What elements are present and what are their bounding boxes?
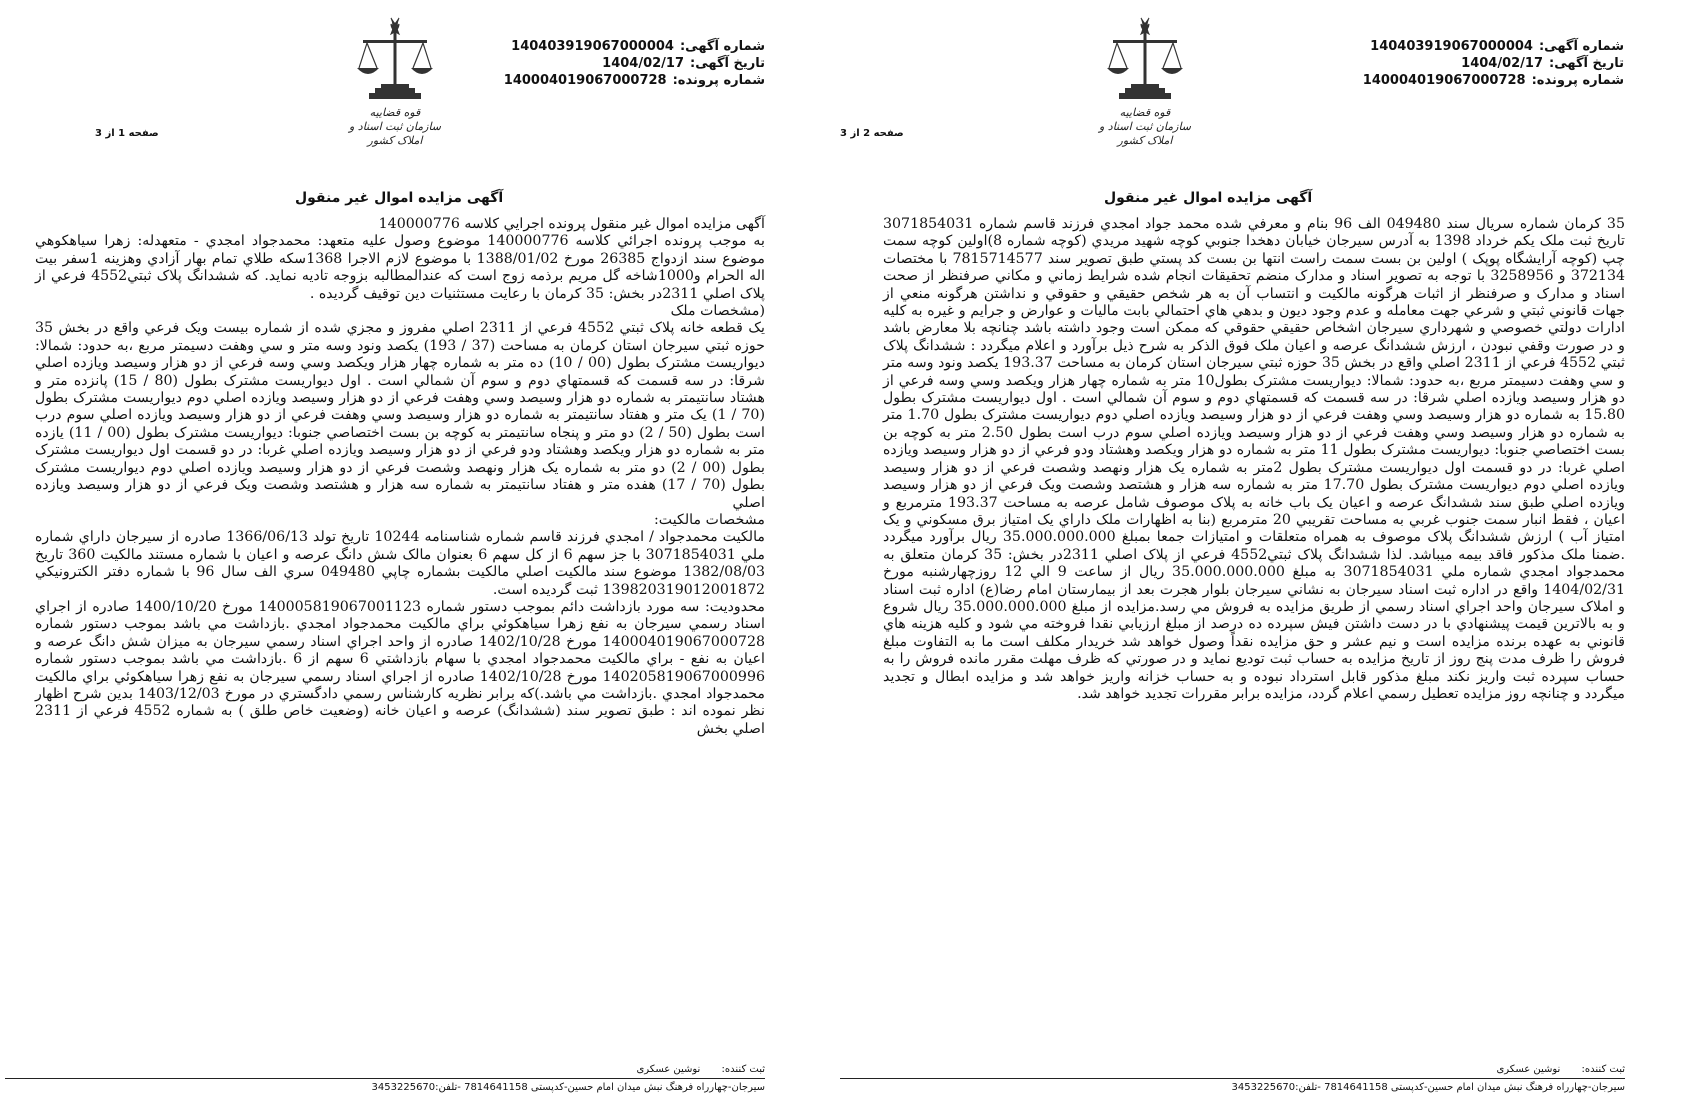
ad-meta — [1363, 38, 1624, 89]
office-address: سیرجان-چهارراه فرهنگ نبش میدان امام حسین-کدپستی 7814641158 -تلفن:3453225670 — [371, 1082, 765, 1093]
emblem-caption-1: قوه قضاییه — [369, 106, 421, 119]
ad-meta — [504, 38, 765, 89]
footer-divider — [5, 1078, 765, 1079]
case-number: 140004019067000728 — [503, 73, 667, 88]
body-paragraph: محدوديت: سه مورد بازداشت دائم بموجب دستور شماره 140005819067001123 مورخ 1400/10/20 صادره از اجراي اسناد رسمي سيرجان به نفع زهرا سياهكوئي براي مالكيت محمدجواد امجدي .بازداشت مي باشد بموجب دستور شماره 140004019067000728 مورخ 1402/10/28 صادره از واحد اجراي اسناد رسمي سيرجان به ميزان شش دانگ عرصه و اعيان به نفع - براي مالكيت محمدجواد امجدي با سهام بازداشتي 6 سهم از 6 .بازداشت مي باشد بموجب دستور شماره 140205819067000996 مورخ 1402/10/28 صادره از اجراي اسناد رسمي سيرجان به نفع زهرا سياهكوئي براي مالكيت محمدجواد امجدي .بازداشت مي باشد.)كه برابر نظريه كارشناس رسمي دادگستري در مورخ 1403/12/03 بدين شرح اظهار نظر نموده اند : طبق تصوير سند (ششدانگ) عرصه و اعيان خانه (وضعيت خاص طلق ) به شماره 4552 فرعي از 2311 اصلي بخش — [35, 598, 766, 737]
judiciary-emblem — [1090, 14, 1200, 154]
section-heading: مشخصات مالكيت: — [654, 511, 765, 528]
page-title: آگهی مزایده اموال غیر منقول — [1104, 190, 1313, 206]
scales-of-justice-icon — [1105, 14, 1185, 106]
body-paragraph: 35 كرمان شماره سريال سند 049480 الف 96 بنام و معرفي شده محمد جواد امجدي فرزند قاسم شماره 3071854031 تاريخ ثبت ملک يكم خرداد 1398 به آدرس سيرجان خيابان دهخدا جنوبي كوچه شهيد مريدي (كوچه شماره 8)اولين كوچه سمت چپ (كوچه آرايشگاه پوپک ) اولين بن بست سمت راست انتها بن بست كد پستي طبق تصوير سند 7815714577 با مختصات 372134 و 3258956 با توجه به تصوير اسناد و مدارک منضم تحقيقات انجام شده شرايط زماني و مكاني صرفنظر از صحت اسناد و مدارک و صرفنظر از اثبات هرگونه مالكيت و انتساب آن به هر شخص حقيقي و حقوقي و نداشتن هرگونه منعي از جهات قانوني ثبتي و شرعي جهت معامله و عدم وجود ديون و بدهي هاي احتمالي بابت ماليات و عوارض و جرايم و غيره به كليه ادارات دولتي خصوصي و شهرداري سيرجان اشخاص حقيقي حقوقي كه ممكن است وجود داشته باشد چنانچه بلا معارض باشد و در صورت وقفي نبودن ، ارزش ششدانگ عرصه و اعيان ملک فوق الذكر به شرح ذيل برآورد و اعلام ميگردد : ششدانگ پلاک ثبتي 4552 فرعي از 2311 اصلي واقع در بخش 35 حوزه ثبتي سيرجان استان كرمان به مساحت 193.37 يكصد ونود وسه متر و سي وهفت دسيمتر مربع ،به حدود: شمالا: ديواريست مشترک بطول10 متر به شماره چهار هزار ويكصد وسي وسه فرعي از دو هزار وسيصد ويازده اصلي شرقا: در سه قسمت كه قسمتهاي دوم و سوم آن شمالي است . اول ديواريست مشترک بطول 15.80 به شماره دو هزار وسيصد وسي وهفت فرعي از دو هزار وسيصد ويازده اصلي دوم ديواريست مشترک بطول 1.70 متر به شماره دو هزار وسيصد وسي وهفت فرعي از دو هزار وسيصد ويازده اصلي سوم درب است بطول 2.50 متر به كوچه بن بست اختصاصي جنوبا: ديواريست مشترک بطول 11 متر به شماره دو هزار ويكصد وهشتاد ودو فرعي از دو هزار وسيصد ويازده اصلي غربا: در دو قسمت اول ديواريست مشترک بطول 2متر به شماره يک هزار ونهصد وشصت فرعي از دو هزار وسيصد ويازده اصلي دوم ديواريست مشترک بطول 17.70 متر به شماره سه هزار و هشتصد وشصت ويک فرعي از دو هزار وسيصد ويازده اصلي طبق سند ششدانگ عرصه و اعيان يک باب خانه به پلاک موصوف شامل عرصه به مساحت 193.37 مترمربع و اعيان ، فقط انبار سمت جنوب غربي به مساحت تقريبي 20 مترمربع (بنا به اظهارات ملک داراي يک امتياز برق مسكوني و يک امتياز آب ) ارزش ششدانگ پلاک موصوف به همراه متعلقات و امتيازات جمعا بمبلغ 35.000.000.000 ريال برآورد ميگردد .ضمنا ملک مذكور فاقد بيمه ميباشد. لذا ششدانگ پلاک ثبتي4552 فرعي از پلاک اصلي 2311در بخش: 35 كرمان متعلق به محمدجواد امجدي شماره ملي 3071854031 به مبلغ 35.000.000.000 ريال از ساعت 9 الي 12 روزچهارشنبه مورخ 1404/02/31 واقع در اداره ثبت اسناد سيرجان به نشاني سيرجان بلوار هجرت بعد از بيمارستان امام رضا(ع) اداره ثبت اسناد و املاک سيرجان واحد اجراي اسناد رسمي از طريق مزايده به فروش مي رسد.مزايده از مبلغ 35.000.000.000 ريال شروع و به بالاترين قيمت پيشنهادي با در دست داشتن فيش سپرده ده درصد از مبلغ ارزيابي نقدا فروخته مي شود و كليه هزينه هاي قانوني به عهده برنده مزايده است و نيم عشر و حق مزايده نقداً وصول خواهد شد خريدار مكلف است ما به التفاوت مبلغ فروش را ظرف مدت پنج روز از تاريخ مزايده به حساب ثبت توديع نمايد و در صورتي كه ظرف مهلت مقرر مانده فروش را به حساب سپرده ثبت واريز نكند مبلغ مذكور قابل استرداد نبوده و به حساب خزانه واريز خواهد شد و مزايده ابطال و تجديد ميگردد و چنانچه روز مزايده تعطيل رسمي اعلام گردد، مزايده برابر مقررات تجديد خواهد شد. — [883, 216, 1626, 702]
case-number: 140004019067000728 — [1362, 73, 1526, 88]
ad-date: 1404/02/17 — [602, 56, 685, 71]
signer-name: نوشین عسکری — [1496, 1064, 1561, 1075]
ad-date-label: تاریخ آگهی: — [1549, 56, 1624, 71]
announcement-body — [883, 216, 1625, 703]
signer-label: ثبت کننده: — [1581, 1064, 1625, 1075]
emblem-caption-2: سازمان ثبت اسناد و املاک کشور — [1098, 120, 1192, 147]
signer-line — [1496, 1064, 1625, 1075]
ad-date: 1404/02/17 — [1461, 56, 1544, 71]
ad-number: 140403919067000004 — [1370, 39, 1533, 54]
announcement-body — [35, 216, 765, 738]
body-paragraph: به موجب پرونده اجرائي كلاسه 140000776 موضوع وصول عليه متعهد: محمدجواد امجدي - متعهدله: زهرا سياهكوهي موضوع سند ازدواج 26385 مورخ 1388/01/02 با موضوع لازم الاجرا 1368سكه طلاي تمام بهار آزادي وهزينه 1سفر بيت اله الحرام و1000شاخه گل مريم برذمه زوج است كه عندالمطالبه بزوجه تاديه نمايد. كه ششدانگ پلاک ثبتي4552 فرعي از پلاک اصلي 2311در بخش: 35 كرمان با رعايت مستثنيات دين توقيف گرديده . — [35, 233, 766, 302]
document-page-2 — [840, 0, 1683, 1119]
body-paragraph: آگهی مزايده اموال غير منقول پرونده اجرايي كلاسه 140000776 — [378, 216, 765, 232]
body-paragraph: مالكيت محمدجواد / امجدي فرزند قاسم شماره شناسنامه 10244 تاريخ تولد 1366/06/13 صادره از سيرجان داراي شماره ملي 3071854031 با جز سهم 6 از كل سهم 6 بعنوان مالک شش دانگ عرصه و اعيان با شماره مستند مالكيت 360 تاريخ 1382/08/03 موضوع سند مالكيت اصلي مالكيت بشماره چاپي 049480 سري الف سال 96 با شماره دفتر الكترونيكي 139820319012001872 ثبت گرديده است. — [35, 529, 766, 598]
page-number: صفحه 2 از 3 — [840, 128, 904, 139]
ad-date-label: تاریخ آگهی: — [690, 56, 765, 71]
ad-number-label: شماره آگهی: — [679, 39, 765, 54]
emblem-caption-1: قوه قضاییه — [1119, 106, 1171, 119]
ad-number-label: شماره آگهی: — [1538, 39, 1624, 54]
case-number-label: شماره پرونده: — [1531, 73, 1624, 88]
ad-number: 140403919067000004 — [511, 39, 674, 54]
judiciary-emblem — [340, 14, 450, 154]
signer-line — [636, 1064, 765, 1075]
document-page-1 — [0, 0, 840, 1119]
page-number: صفحه 1 از 3 — [95, 128, 159, 139]
case-number-label: شماره پرونده: — [672, 73, 765, 88]
body-paragraph: يک قطعه خانه پلاک ثبتي 4552 فرعي از 2311 اصلي مفروز و مجزي شده از شماره بيست ويک فرعي واقع در بخش 35 حوزه ثبتي سيرجان استان كرمان به مساحت (37 / 193) يكصد ونود وسه متر و سي وهفت دسيمتر مربع ،به حدود: شمالا: ديواريست مشترک بطول (00 / 10) ده متر به شماره چهار هزار ويكصد وسي وسه فرعي از دو هزار وسيصد ويازده اصلي شرقا: در سه قسمت كه قسمتهاي دوم و سوم آن شمالي است . اول ديواريست مشترک بطول (80 / 15) پانزده متر و هشتاد سانتيمتر به شماره دو هزار وسيصد وسي وهفت فرعي از دو هزار وسيصد ويازده اصلي دوم ديواريست مشترک بطول (70 / 1) يک متر و هفتاد سانتيمتر به شماره دو هزار وسيصد وسي وهفت فرعي از دو هزار وسيصد ويازده اصلي سوم درب است بطول (50 / 2) دو متر و پنجاه سانتيمتر به كوچه بن بست اختصاصي جنوبا: ديواريست مشترک بطول (00 / 11) يازده متر به شماره دو هزار ويكصد وهشتاد ودو فرعي از دو هزار وسيصد ويازده اصلي غربا: در دو قسمت اول ديواريست مشترک بطول (00 / 2) دو متر به شماره يک هزار ونهصد وشصت فرعي از دو هزار وسيصد ويازده اصلي دوم ديواريست مشترک بطول (70 / 17) هفده متر و هفتاد سانتيمتر به شماره سه هزار و هشتصد وشصت ويک فرعي از دو هزار وسيصد ويازده اصلي — [35, 320, 766, 511]
footer-divider — [840, 1078, 1625, 1079]
page-title: آگهی مزایده اموال غیر منقول — [295, 190, 504, 206]
emblem-caption-2: سازمان ثبت اسناد و املاک کشور — [348, 120, 442, 147]
section-heading: (مشخصات ملک — [670, 303, 765, 320]
signer-label: ثبت کننده: — [721, 1064, 765, 1075]
office-address: سیرجان-چهارراه فرهنگ نبش میدان امام حسین-کدپستی 7814641158 -تلفن:3453225670 — [1231, 1082, 1625, 1093]
signer-name: نوشین عسکری — [636, 1064, 701, 1075]
scales-of-justice-icon — [355, 14, 435, 106]
